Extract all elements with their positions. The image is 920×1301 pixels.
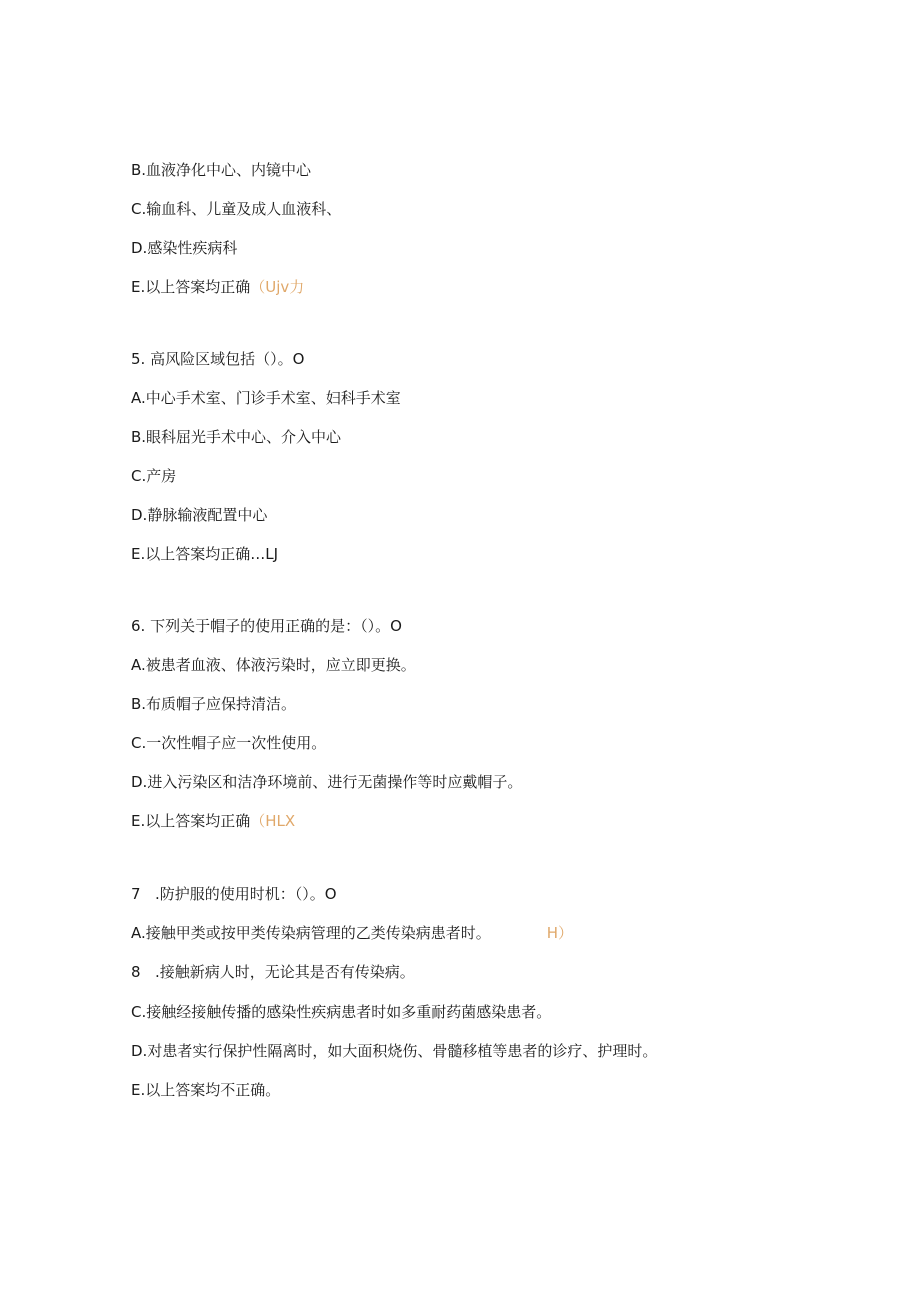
q8-option-e: E.以上答案均不正确。: [131, 1081, 281, 1099]
q4-answer-mark: （Ujv力: [250, 278, 305, 296]
q6-option-b: B.布质帽子应保持清洁。: [131, 695, 297, 713]
q7-option-a: [131, 923, 573, 943]
q6-option-c: C.一次性帽子应一次性使用。: [131, 734, 327, 752]
q6-option-e-text: E.以上答案均正确: [131, 812, 251, 830]
q5-option-d: D.静脉输液配置中心: [131, 506, 268, 524]
q4-option-e: [131, 277, 304, 297]
q8-option-d: D.对患者实行保护性隔离时，如大面积烧伤、骨髓移植等患者的诊疗、护理时。: [131, 1042, 658, 1060]
q8-stem: [131, 962, 415, 982]
q7-answer-mark: H）: [546, 924, 574, 942]
q6-option-d: D.进入污染区和洁净环境前、进行无菌操作等时应戴帽子。: [131, 773, 523, 791]
q7-stem: [131, 884, 337, 904]
q6-answer-mark: （HLX: [250, 812, 296, 830]
q6-option-e: [131, 811, 295, 831]
q8-stem-text: .接触新病人时，无论其是否有传染病。: [155, 963, 415, 981]
q8-number: 8: [131, 963, 141, 981]
q5-option-a: A.中心手术室、门诊手术室、妇科手术室: [131, 389, 401, 407]
q7-number: 7: [131, 885, 141, 903]
q7-option-a-text: A.接触甲类或按甲类传染病管理的乙类传染病患者时。: [131, 924, 491, 942]
q5-stem: 5. 高风险区域包括（）。O: [131, 350, 305, 368]
q4-option-d: D.感染性疾病科: [131, 239, 238, 257]
q4-option-b: B.血液净化中心、内镜中心: [131, 161, 312, 179]
q6-stem: 6. 下列关于帽子的使用正确的是：（）。O: [131, 617, 402, 635]
q8-option-c: C.接触经接触传播的感染性疾病患者时如多重耐药菌感染患者。: [131, 1003, 552, 1021]
q4-option-c: C.输血科、儿童及成人血液科、: [131, 200, 342, 218]
q5-option-b: B.眼科屈光手术中心、介入中心: [131, 428, 342, 446]
q6-option-a: A.被患者血液、体液污染时，应立即更换。: [131, 656, 416, 674]
q5-option-c: C.产房: [131, 467, 177, 485]
q4-option-e-text: E.以上答案均正确: [131, 278, 251, 296]
q5-option-e: E.以上答案均正确…LJ: [131, 545, 279, 563]
q7-stem-text: .防护服的使用时机：（）。O: [155, 885, 337, 903]
